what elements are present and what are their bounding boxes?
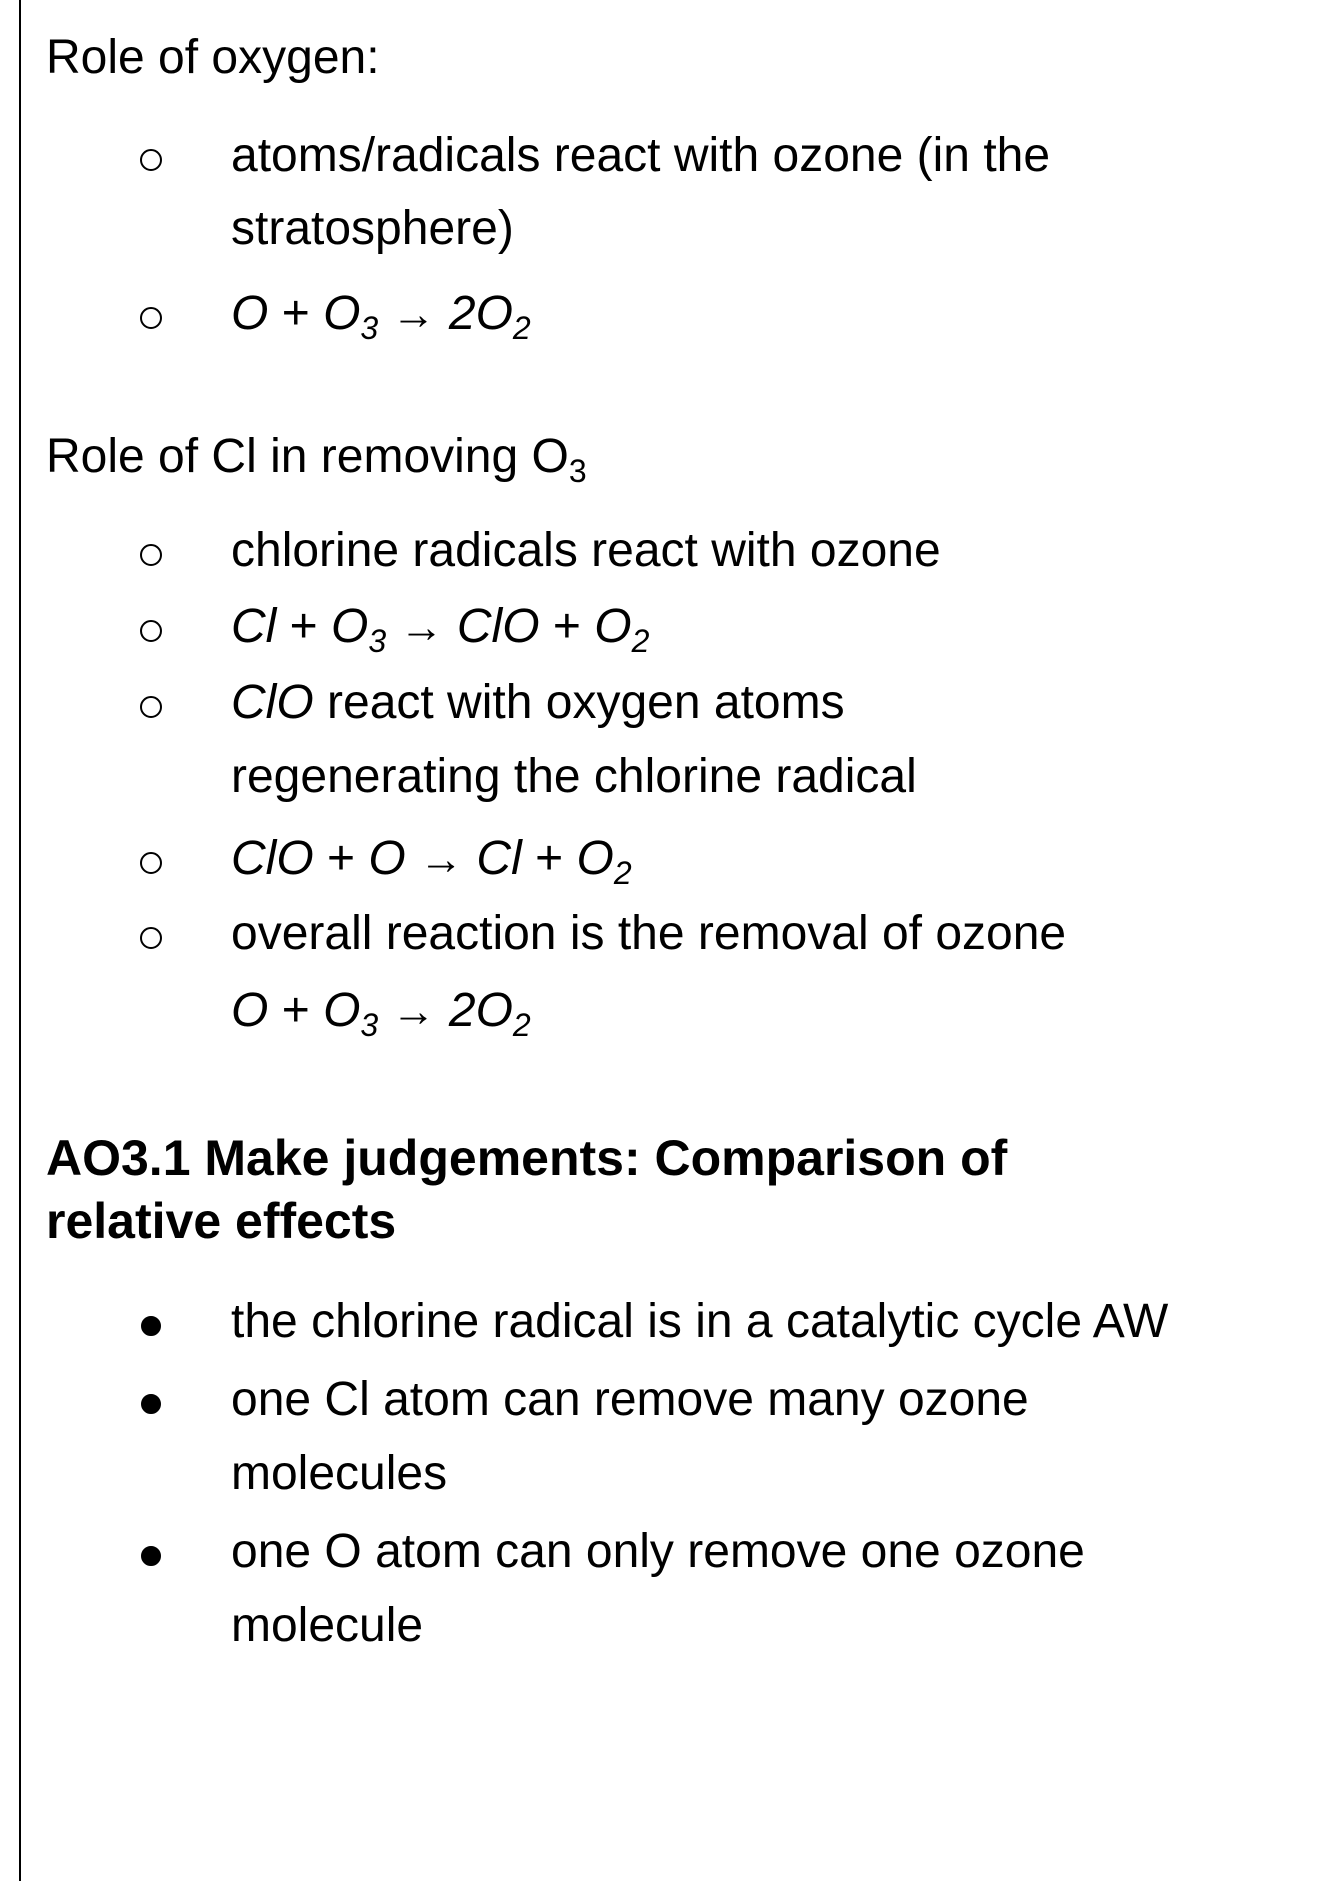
eq-term: O [231,984,269,1037]
eq-term: Cl [476,832,522,885]
item-text: react with oxygen atoms [313,676,845,729]
item-text-line-1: one O atom can only remove one ozone [231,1525,1085,1578]
eq-term: O [231,287,269,340]
eq-term: ClO [231,676,314,729]
eq-term: O [594,600,632,653]
item-text-line-1: atoms/radicals react with ozone (in the [231,129,1051,182]
eq-subscript: 2 [631,623,650,659]
heading-text: Role of Cl in removing O [46,430,569,483]
item-text-line-1 [231,673,845,733]
eq-operator: + [281,984,310,1037]
equation-overall [231,981,531,1042]
hollow-bullet-icon [140,696,162,718]
eq-term: O [323,984,361,1037]
eq-subscript: 2 [613,855,632,891]
eq-subscript: 3 [360,1007,379,1043]
reaction-arrow-icon: → [419,835,464,884]
item-text-line-1: one Cl atom can remove many ozone [231,1373,1029,1426]
item-text-line-1: chlorine radicals react with ozone [231,524,941,577]
heading-role-of-oxygen: Role of oxygen: [46,31,380,84]
eq-operator: + [535,832,564,885]
eq-term: ClO [231,832,314,885]
eq-term: O [576,832,614,885]
hollow-bullet-icon [140,307,162,329]
eq-term: O [368,832,406,885]
eq-subscript: 3 [360,310,379,346]
reaction-arrow-icon: → [391,290,436,339]
eq-term: O [323,287,361,340]
heading-ao3-line-1: AO3.1 Make judgements: Comparison of [46,1130,1008,1186]
item-text-line-1: the chlorine radical is in a catalytic cycle AW [231,1295,1169,1348]
eq-operator: + [552,600,581,653]
eq-term: Cl [231,600,277,653]
item-text-line-2: molecules [231,1447,448,1500]
item-text-line-2: regenerating the chlorine radical [231,750,917,803]
equation-o-plus-o3 [231,284,531,345]
filled-bullet-icon [141,1316,161,1336]
filled-bullet-icon [141,1546,161,1566]
eq-operator: + [327,832,356,885]
item-text-line-2: molecule [231,1599,424,1652]
hollow-bullet-icon [140,620,162,642]
hollow-bullet-icon [140,149,162,171]
reaction-arrow-icon: → [391,987,436,1036]
heading-ao3-line-2: relative effects [46,1193,397,1249]
eq-subscript: 3 [368,623,387,659]
eq-operator: + [281,287,310,340]
eq-term: 2O [448,287,513,340]
reaction-arrow-icon: → [399,603,444,652]
hollow-bullet-icon [140,852,162,874]
item-text-line-2: stratosphere) [231,202,514,255]
hollow-bullet-icon [140,927,162,949]
eq-operator: + [289,600,318,653]
filled-bullet-icon [141,1394,161,1414]
hollow-bullet-icon [140,544,162,566]
item-text-line-1: overall reaction is the removal of ozone [231,907,1067,960]
eq-term: O [331,600,369,653]
eq-term: 2O [448,984,513,1037]
eq-subscript: 2 [512,310,531,346]
eq-subscript: 2 [512,1007,531,1043]
heading-role-of-cl [46,427,587,487]
heading-subscript: 3 [568,453,587,489]
equation-cl-plus-o3 [231,597,649,658]
eq-term: ClO [456,600,540,653]
equation-clo-plus-o [231,829,632,890]
